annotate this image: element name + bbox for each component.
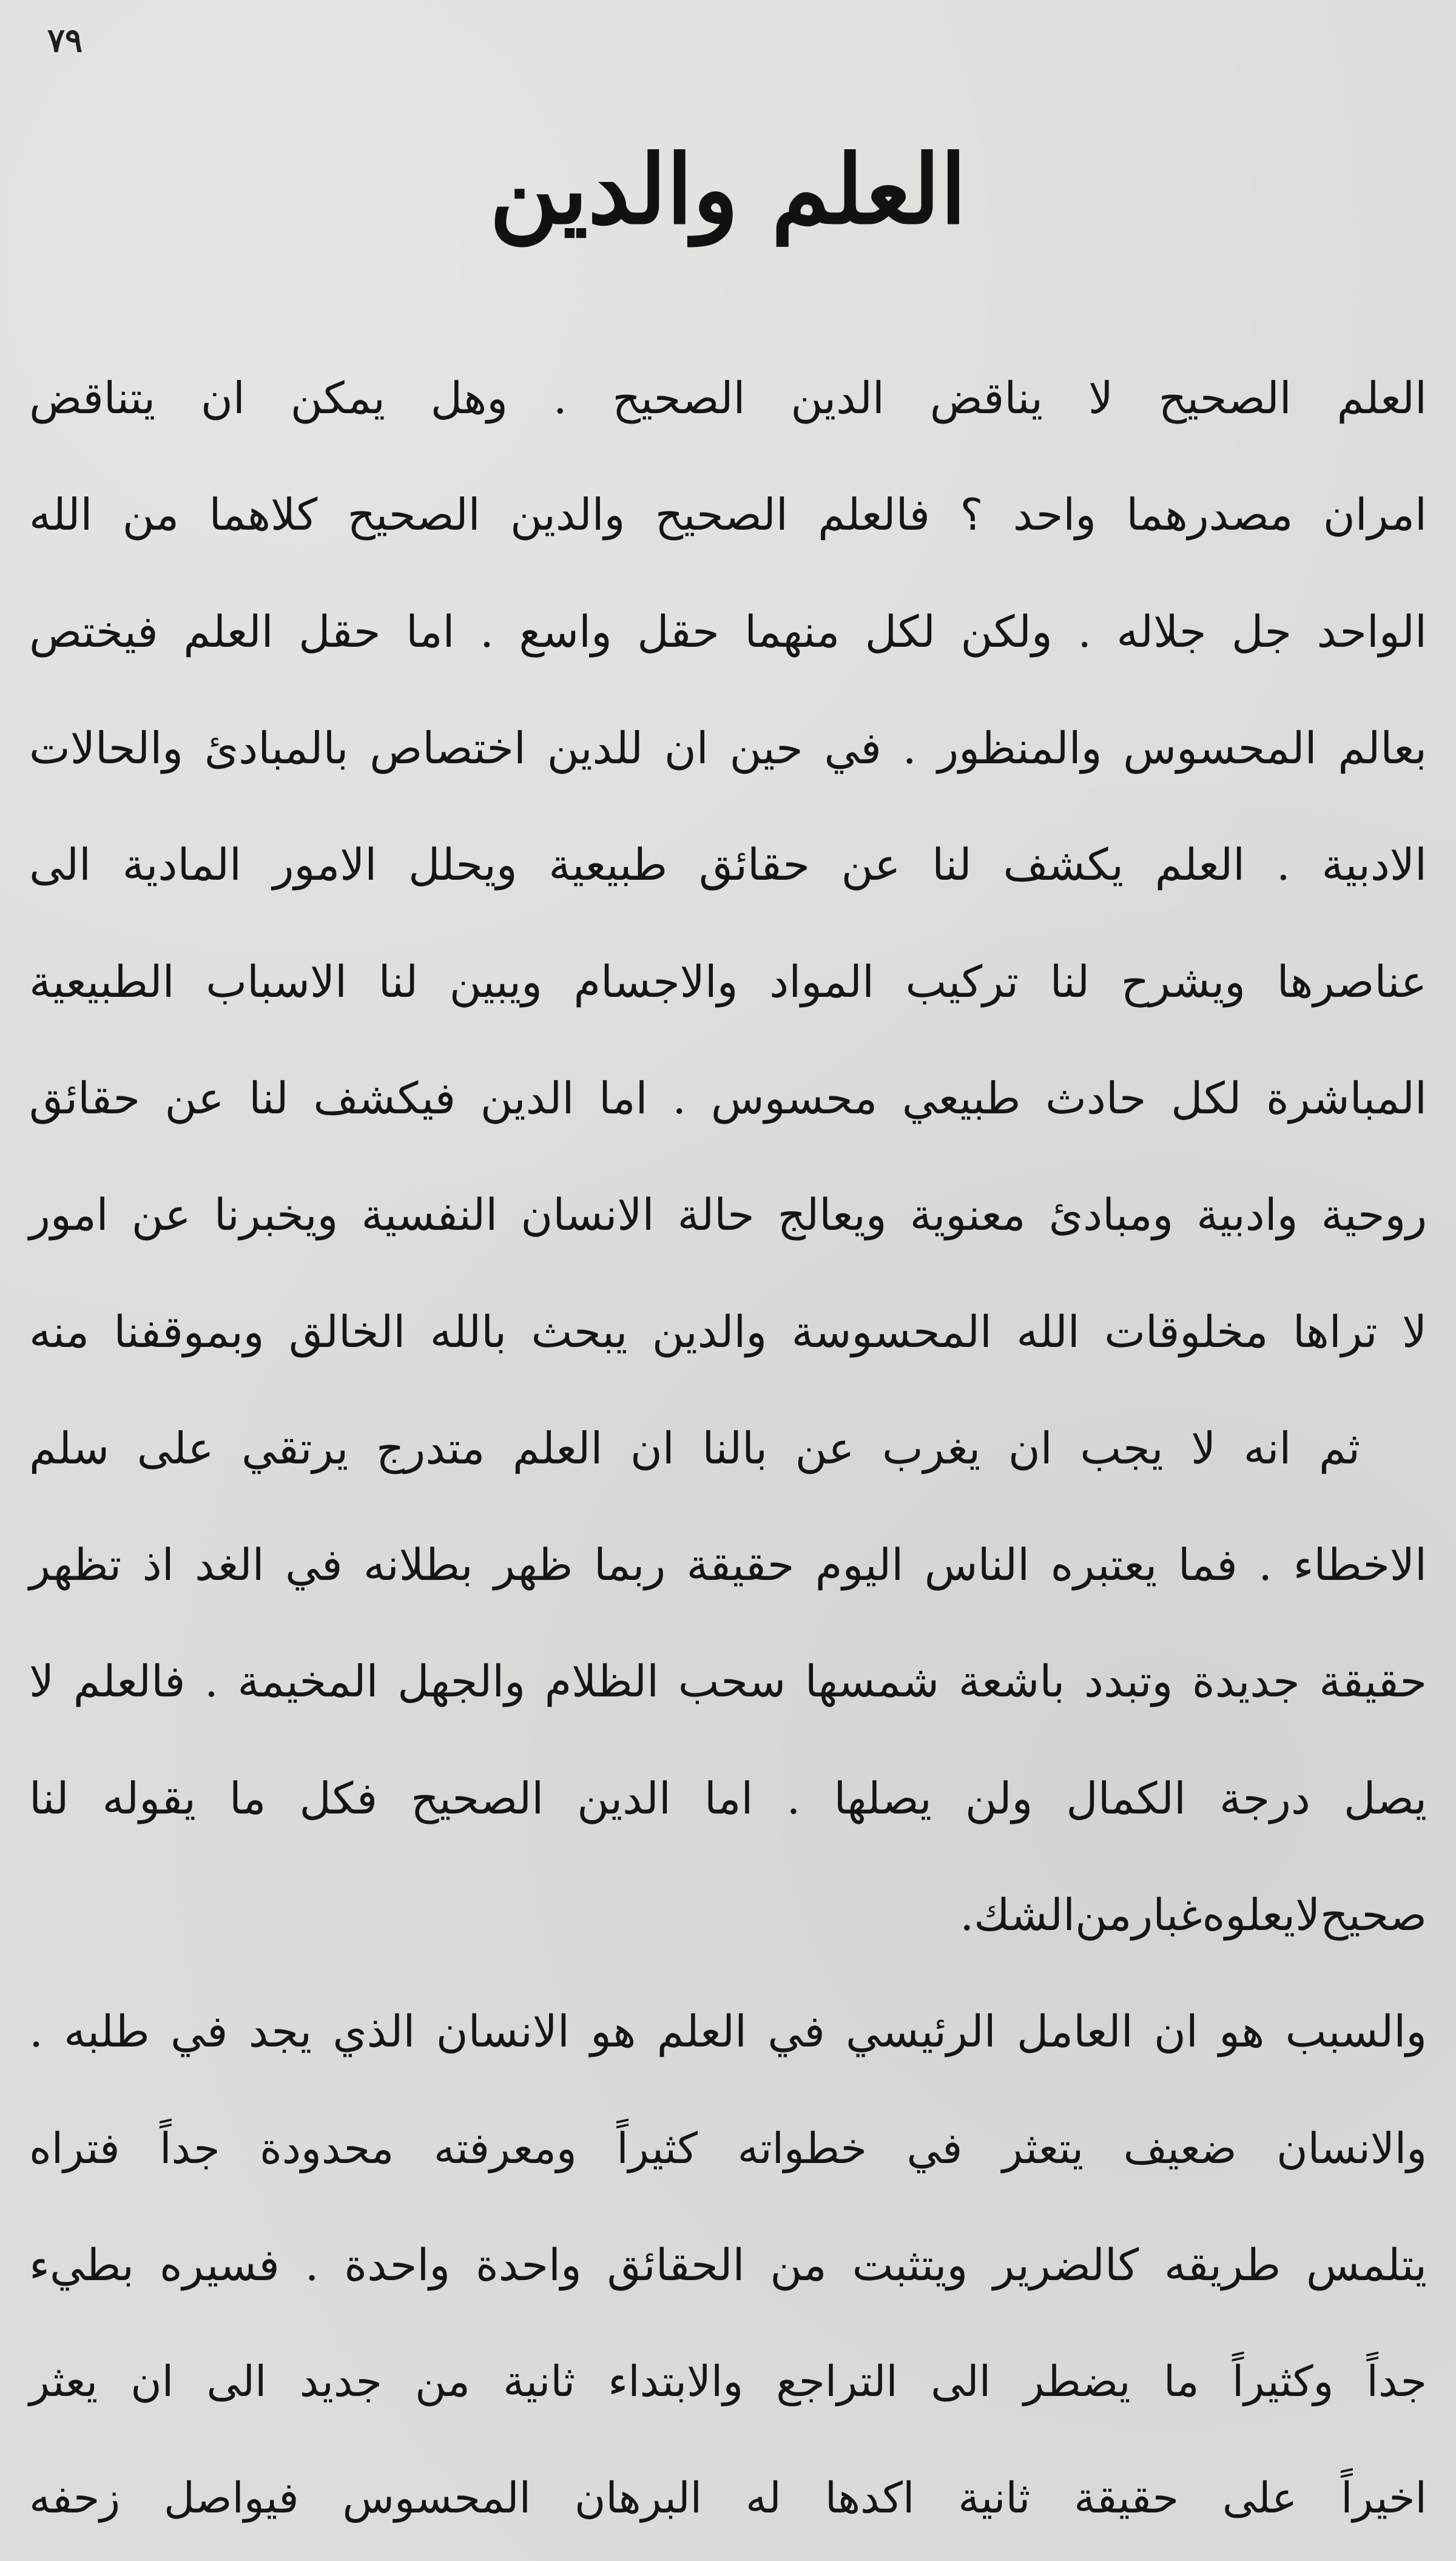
text-token: الطبيعية xyxy=(29,956,175,1007)
text-token: لنا xyxy=(29,1772,69,1824)
paragraph-line xyxy=(29,923,1427,1039)
text-token: يتلمس xyxy=(1306,2239,1427,2290)
text-token: طبيعي xyxy=(902,1072,1021,1124)
text-token: هو xyxy=(1219,2006,1265,2057)
text-token: طبيعية xyxy=(548,839,668,891)
text-token: تركيب xyxy=(905,956,1019,1007)
text-token: . xyxy=(672,1072,687,1124)
paragraph-line xyxy=(29,1857,1427,1973)
text-token: التراجع xyxy=(776,2357,898,2407)
text-token: والسبب xyxy=(1285,2006,1427,2057)
text-token: عن xyxy=(841,839,901,891)
text-token: فتراه xyxy=(29,2123,120,2173)
text-token: والانسان xyxy=(1276,2123,1427,2173)
text-token: بالنا xyxy=(702,1422,767,1474)
text-token: يبحث xyxy=(531,1306,628,1357)
text-token: الواحد xyxy=(1316,606,1427,657)
text-token: المواد xyxy=(769,956,874,1007)
text-token: والاجسام xyxy=(573,956,738,1007)
text-token: تراها xyxy=(1292,1306,1378,1357)
text-token: لنا xyxy=(249,1072,289,1124)
paragraph-line xyxy=(29,1156,1427,1273)
text-token: . xyxy=(29,2006,43,2057)
text-token: والابتداء xyxy=(608,2357,744,2407)
paragraph-line xyxy=(29,1623,1427,1739)
text-token: اما xyxy=(599,1072,648,1124)
text-token: يجب xyxy=(1080,1422,1164,1474)
text-token: لنا xyxy=(932,839,972,891)
text-token: حقيقة xyxy=(1074,2473,1179,2523)
text-token: المحسوسة xyxy=(791,1306,993,1357)
text-token: حادث xyxy=(1045,1072,1147,1124)
text-token: ما xyxy=(229,1772,266,1824)
text-token: معنوية xyxy=(909,1189,1026,1241)
text-token: ظهر xyxy=(494,1539,573,1591)
text-token: لكل xyxy=(864,606,935,657)
text-token: . xyxy=(902,723,917,774)
text-token: فما xyxy=(1178,1539,1238,1591)
text-token: الصحيح xyxy=(612,373,746,424)
text-token: ان xyxy=(130,2357,174,2407)
paragraph-line xyxy=(29,1273,1427,1389)
text-token: امور xyxy=(29,1189,109,1241)
text-token: طريقه xyxy=(1164,2239,1281,2290)
text-token: الحقائق xyxy=(607,2239,745,2290)
text-token: يتعثر xyxy=(1002,2123,1084,2173)
text-token: المادية xyxy=(122,839,241,891)
text-token: في xyxy=(285,1539,343,1591)
text-token: عن xyxy=(131,1189,191,1241)
text-token: ثانية xyxy=(958,2473,1031,2523)
text-token: جداً xyxy=(160,2123,220,2173)
body-text xyxy=(29,340,1427,2557)
text-token: مصدرهما xyxy=(1126,489,1293,541)
text-token: . xyxy=(1258,1539,1273,1591)
text-token: وهل xyxy=(430,373,508,424)
text-token: فالعلم xyxy=(73,1656,186,1707)
text-token: اذ xyxy=(142,1539,174,1591)
paragraph-line xyxy=(29,1040,1427,1156)
text-token: الانسان xyxy=(521,1189,655,1241)
text-token: واحد xyxy=(1013,489,1096,541)
paragraph-line xyxy=(29,2323,1427,2440)
text-token: يناقض xyxy=(929,373,1043,424)
text-token: الصحيح xyxy=(347,489,480,541)
text-token: ويبين xyxy=(449,956,542,1007)
text-token: . xyxy=(553,373,567,424)
text-token: مخلوقات xyxy=(1104,1306,1269,1357)
text-token: ؟ xyxy=(960,489,983,541)
text-token: الله xyxy=(29,489,93,541)
text-token: الدين xyxy=(577,1772,671,1824)
text-token: الكمال xyxy=(1066,1772,1186,1824)
text-token: الصحيح xyxy=(1158,373,1292,424)
text-token: فيواصل xyxy=(164,2473,299,2523)
text-token: يصلها xyxy=(834,1772,932,1824)
text-token: لنا xyxy=(378,956,419,1007)
text-token: الصحيح xyxy=(655,489,788,541)
text-token: العلم xyxy=(1336,373,1427,424)
text-token: منه xyxy=(29,1306,90,1357)
text-token: النفسية xyxy=(361,1189,498,1241)
text-token: جديدة xyxy=(1191,1656,1300,1707)
text-token: البرهان xyxy=(574,2473,703,2523)
text-token: ما xyxy=(1163,2357,1199,2407)
text-token: جداً xyxy=(1366,2357,1427,2407)
text-token: ويخبرنا xyxy=(214,1189,339,1241)
text-token: صحيح xyxy=(1320,1889,1427,1940)
text-token: يضطر xyxy=(1023,2357,1131,2407)
text-token: محدودة xyxy=(260,2123,394,2173)
text-token: العلم xyxy=(656,2006,747,2057)
text-token: حقيقة xyxy=(686,1539,795,1591)
text-token: في xyxy=(170,2006,228,2057)
text-token: لا xyxy=(1401,1306,1427,1357)
text-token: هو xyxy=(590,2006,636,2057)
text-token: اكدها xyxy=(824,2473,915,2523)
text-token: يجد xyxy=(248,2006,312,2057)
text-token: الاخطاء xyxy=(1293,1539,1427,1591)
text-token: عن xyxy=(795,1422,855,1474)
text-token: يعثر xyxy=(29,2357,98,2407)
text-token: في xyxy=(767,2006,825,2057)
text-token: وتبدد xyxy=(1084,1656,1173,1707)
text-token: اخيراً xyxy=(1341,2473,1427,2523)
text-token: واحدة xyxy=(475,2239,582,2290)
text-token: ان xyxy=(664,723,709,774)
text-token: ويعالج xyxy=(777,1189,887,1241)
text-token: عناصرها xyxy=(1276,956,1427,1007)
text-token: ان xyxy=(630,1422,675,1474)
text-token: بطلانه xyxy=(363,1539,473,1591)
text-token: ويتثبت xyxy=(852,2239,968,2290)
text-token: ثم xyxy=(1319,1422,1360,1474)
text-token: من xyxy=(770,2239,827,2290)
text-token: من xyxy=(415,2357,470,2407)
page-title: العلم والدين xyxy=(489,134,967,245)
text-token: الغد xyxy=(195,1539,265,1591)
text-token: سلم xyxy=(29,1422,110,1474)
text-token: حقائق xyxy=(29,1072,140,1124)
paragraph-line xyxy=(29,573,1427,690)
text-token: باشعة xyxy=(958,1656,1065,1707)
text-token: الى xyxy=(29,839,92,891)
text-token: العلم xyxy=(512,1422,603,1474)
text-token: بالله xyxy=(430,1306,507,1357)
text-token: بطيء xyxy=(29,2239,135,2290)
text-token: حقيقة xyxy=(1319,1656,1427,1707)
text-token: جل xyxy=(1232,606,1292,657)
paragraph-line xyxy=(29,2440,1427,2556)
text-token: لا xyxy=(1295,1889,1321,1940)
text-token: . xyxy=(480,606,494,657)
text-token: والحالات xyxy=(29,723,184,774)
text-token: . xyxy=(786,1772,801,1824)
text-token: يتناقض xyxy=(29,373,156,424)
paragraph-line xyxy=(29,1740,1427,1857)
text-token: والمنظور xyxy=(937,723,1102,774)
page-number: ٧٩ xyxy=(47,21,83,59)
text-token: والدين xyxy=(510,489,625,541)
text-token: وكثيراً xyxy=(1232,2357,1334,2407)
text-token: جديد xyxy=(299,2357,382,2407)
text-token: له xyxy=(746,2473,781,2523)
text-token: ان xyxy=(1008,1422,1053,1474)
text-token: لا xyxy=(29,1656,55,1707)
text-token: الصحيح xyxy=(411,1772,544,1824)
text-token: اختصاص xyxy=(369,723,526,774)
text-token: وبموقفنا xyxy=(113,1306,265,1357)
text-token: عن xyxy=(164,1072,224,1124)
text-token: يقوله xyxy=(102,1772,196,1824)
text-token: الرئيسي xyxy=(846,2006,996,2057)
text-token: درجة xyxy=(1219,1772,1310,1824)
text-token: الانسان xyxy=(436,2006,570,2057)
text-token: في xyxy=(824,723,881,774)
text-token: الادبية xyxy=(1321,839,1427,891)
text-token: لا xyxy=(1191,1422,1216,1474)
text-token: يعلوه xyxy=(1202,1889,1296,1940)
text-token: يغرب xyxy=(881,1422,981,1474)
text-token: كثيراً xyxy=(616,2123,698,2173)
text-token: لنا xyxy=(1050,956,1090,1007)
text-token: روحية xyxy=(1321,1189,1427,1241)
text-token: كالضرير xyxy=(993,2239,1139,2290)
text-token: . xyxy=(204,1656,218,1707)
text-token: الناس xyxy=(924,1539,1030,1591)
text-token: الدين xyxy=(790,373,885,424)
text-token: يعتبره xyxy=(1050,1539,1158,1591)
text-token: متدرج xyxy=(376,1422,485,1474)
text-token: تظهر xyxy=(29,1539,122,1591)
text-token: في xyxy=(906,2123,963,2173)
text-token: ولن xyxy=(965,1772,1033,1824)
text-token: الخالق xyxy=(288,1306,406,1357)
paragraph-line xyxy=(29,1507,1427,1623)
text-token: ثانية xyxy=(503,2357,576,2407)
text-token: العلم xyxy=(1154,839,1245,891)
text-token: الامور xyxy=(272,839,377,891)
text-token: العامل xyxy=(1017,2006,1133,2057)
text-token: المخيمة xyxy=(237,1656,379,1707)
text-token: فكل xyxy=(299,1772,378,1824)
text-token: لكل xyxy=(1171,1072,1242,1124)
text-token: محسوس xyxy=(710,1072,878,1124)
text-token: حين xyxy=(729,723,803,774)
text-token: انه xyxy=(1243,1422,1292,1474)
text-token: ومعرفته xyxy=(433,2123,577,2173)
text-token: ضعيف xyxy=(1123,2123,1237,2173)
text-token: الاسباب xyxy=(206,956,348,1007)
text-token: المباشرة xyxy=(1266,1072,1427,1124)
text-token: من xyxy=(122,489,180,541)
text-token: . xyxy=(1276,839,1290,891)
text-token: العلم xyxy=(183,606,274,657)
text-token: ويحلل xyxy=(408,839,517,891)
text-token: سحب xyxy=(678,1656,786,1707)
text-token: منهما xyxy=(744,606,840,657)
paragraph-line xyxy=(29,690,1427,806)
text-token: الى xyxy=(206,2357,267,2407)
text-token: امران xyxy=(1323,489,1427,541)
text-token: اما xyxy=(704,1772,753,1824)
text-token: ومبادئ xyxy=(1048,1189,1174,1241)
text-token: بالمبادئ xyxy=(204,723,349,774)
text-token: ربما xyxy=(593,1539,666,1591)
text-token: زحفه xyxy=(29,2473,121,2523)
text-token: . xyxy=(1077,606,1092,657)
text-token: ان xyxy=(201,373,245,424)
text-token: يكشف xyxy=(1003,839,1124,891)
text-token: بعالم xyxy=(1338,723,1427,774)
text-token: حقائق xyxy=(698,839,810,891)
text-token: المحسوس xyxy=(1123,723,1317,774)
text-token: شمسها xyxy=(804,1656,940,1707)
text-token: على xyxy=(136,1422,214,1474)
paragraph-line xyxy=(29,1973,1427,2090)
text-token: فيختص xyxy=(29,606,158,657)
paragraph-line xyxy=(29,806,1427,923)
text-token: . xyxy=(960,1889,974,1940)
paragraph-line xyxy=(29,2090,1427,2206)
text-token: خطواته xyxy=(737,2123,867,2173)
text-token: فيكشف xyxy=(313,1072,456,1124)
text-token: للدين xyxy=(547,723,644,774)
text-token: طلبه xyxy=(64,2006,150,2057)
text-token: الشك xyxy=(974,1889,1076,1940)
text-token: جلاله xyxy=(1116,606,1207,657)
text-token: الظلام xyxy=(544,1656,659,1707)
text-token: والجهل xyxy=(397,1656,525,1707)
text-token: يصل xyxy=(1343,1772,1427,1824)
text-token: اليوم xyxy=(815,1539,904,1591)
text-token: من xyxy=(1075,1889,1132,1940)
text-token: حقل xyxy=(298,606,381,657)
text-token: يمكن xyxy=(290,373,385,424)
text-token: الذي xyxy=(332,2006,416,2057)
text-token: يرتقي xyxy=(241,1422,349,1474)
paragraph-line xyxy=(29,2207,1427,2323)
paragraph-line xyxy=(29,1390,1427,1507)
paragraph-line xyxy=(29,456,1427,573)
text-token: ولكن xyxy=(960,606,1053,657)
text-token: كلاهما xyxy=(209,489,318,541)
text-token: الله xyxy=(1016,1306,1080,1357)
text-token: لا xyxy=(1088,373,1113,424)
text-token: الدين xyxy=(480,1072,575,1124)
text-token: حالة xyxy=(677,1189,755,1241)
text-token: الى xyxy=(931,2357,991,2407)
text-token: . xyxy=(305,2239,319,2290)
text-token: حقل xyxy=(637,606,720,657)
text-token: فسيره xyxy=(159,2239,280,2290)
text-token: ان xyxy=(1154,2006,1198,2057)
text-token: واسع xyxy=(519,606,612,657)
paragraph-line xyxy=(29,340,1427,456)
text-token: على xyxy=(1222,2473,1298,2523)
text-token: اما xyxy=(406,606,455,657)
text-token: ويشرح xyxy=(1121,956,1246,1007)
text-token: واحدة xyxy=(344,2239,451,2290)
text-token: والدين xyxy=(652,1306,767,1357)
text-token: وادبية xyxy=(1196,1189,1298,1241)
text-token: المحسوس xyxy=(342,2473,531,2523)
text-token: غبار xyxy=(1131,1889,1202,1940)
text-token: فالعلم xyxy=(818,489,930,541)
